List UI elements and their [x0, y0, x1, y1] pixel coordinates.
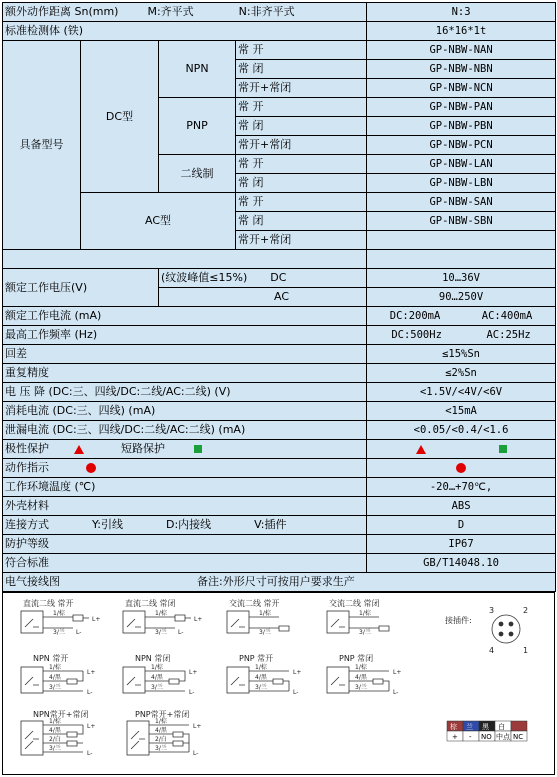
wire-label: 1/棕	[155, 610, 167, 617]
wire-label: 2/白	[49, 736, 61, 743]
wire-label: 4/黑	[355, 674, 367, 681]
legend-signal: NC	[513, 733, 524, 741]
red-led-icon	[456, 463, 466, 473]
row-leakage	[3, 421, 556, 440]
diagram-title: NPN 常闭	[135, 654, 171, 663]
current-ac: AC:400mA	[481, 310, 533, 322]
ac-type-label: AC型	[81, 193, 236, 250]
diagram-title: 交流二线 常闭	[329, 599, 380, 608]
row-consumption	[3, 402, 556, 421]
legend-color: 兰	[466, 723, 473, 731]
square-icon	[499, 445, 507, 453]
red-led-icon	[86, 463, 96, 473]
pin-label: 1	[523, 646, 529, 655]
voltage-ac-label	[159, 288, 367, 307]
pin-label: 3	[489, 606, 495, 615]
voltage-drop-label: 电 压 降 (DC:三、四线/DC:二线/AC:二线) (V)	[3, 383, 367, 402]
legend-signal: -	[469, 733, 472, 741]
housing-label: 外壳材料	[3, 497, 367, 516]
wire-label: 3/兰	[49, 684, 61, 691]
connection-text: 连接方式	[5, 518, 49, 531]
diagram-title: PNP常开+常闭	[135, 710, 190, 719]
connector-title: 接插件:	[445, 616, 472, 625]
row-ip	[3, 535, 556, 554]
ripple-note: (纹波峰值≤15%)	[161, 271, 248, 284]
wire-label: 1/棕	[155, 718, 167, 725]
triangle-icon	[416, 445, 426, 454]
row-current	[3, 307, 556, 326]
row-protection	[3, 440, 556, 459]
diagram-title: 直流二线 常闭	[125, 599, 176, 608]
model-code: GP-NBW-PBN	[367, 117, 556, 136]
diagram-title: NPN 常开	[33, 654, 69, 663]
npn-label: NPN	[159, 41, 236, 98]
wire-label: 3/兰	[359, 629, 371, 636]
legend-signal: NO	[481, 733, 492, 741]
indicator-label	[3, 459, 367, 478]
dc-label: DC	[270, 271, 287, 284]
wire-label: 4/黑	[151, 674, 163, 681]
square-icon	[194, 445, 202, 453]
consumption-value: <15mA	[367, 402, 556, 421]
indicator-text: 动作指示	[5, 461, 49, 474]
current-value	[367, 307, 556, 326]
hysteresis-label: 回差	[3, 345, 367, 364]
protection-label	[3, 440, 367, 459]
wiring-diagram-svg	[3, 593, 554, 774]
wire-label: 3/兰	[259, 629, 271, 636]
ip-label: 防护等级	[3, 535, 367, 554]
mode-normally-closed: 常 闭	[236, 60, 367, 79]
connector-symbol	[492, 615, 520, 643]
model-code: GP-NBW-LAN	[367, 155, 556, 174]
row-voltage-drop	[3, 383, 556, 402]
row-connection	[3, 516, 556, 535]
wire-label: 1/棕	[355, 664, 367, 671]
pnp-label: PNP	[159, 98, 236, 155]
connection-v: V:插件	[254, 518, 287, 531]
frequency-value	[367, 326, 556, 345]
standard-target-value: 16*16*1t	[367, 22, 556, 41]
row-standard-target	[3, 22, 556, 41]
wire-label: L+	[194, 616, 203, 623]
wire-label: L-	[393, 689, 399, 696]
wire-label: L+	[293, 669, 302, 676]
triangle-icon	[74, 445, 84, 454]
legend-color: 棕	[450, 723, 457, 731]
mode-normally-closed: 常 闭	[236, 174, 367, 193]
wire-label: 3/兰	[155, 629, 167, 636]
voltage-ac-value: 90…250V	[367, 288, 556, 307]
model-code: GP-NBW-NCN	[367, 79, 556, 98]
mode-no-nc: 常开+常闭	[236, 231, 367, 250]
connection-y: Y:引线	[92, 518, 123, 531]
flush-mode-text: M:齐平式	[147, 5, 194, 18]
mode-normally-open: 常 开	[236, 155, 367, 174]
wire-label: 3/兰	[151, 684, 163, 691]
current-dc: DC:200mA	[389, 310, 441, 322]
wire-label: L-	[293, 689, 299, 696]
temperature-label: 工作环境温度 (℃)	[3, 478, 367, 497]
wire-label: L-	[189, 689, 195, 696]
protection-value	[367, 440, 556, 459]
wire-label: 2/白	[155, 736, 167, 743]
wire-label: L+	[92, 616, 101, 623]
mode-normally-closed: 常 闭	[236, 117, 367, 136]
model-code	[367, 231, 556, 250]
model-code: GP-NBW-SBN	[367, 212, 556, 231]
wire-label: 1/棕	[259, 610, 271, 617]
legend-color: 黑	[482, 723, 489, 731]
wiring-diagram	[2, 592, 555, 775]
diagram-title: PNP 常闭	[339, 654, 374, 663]
wire-label: L-	[87, 750, 93, 757]
model-row-ac-no	[3, 193, 556, 212]
mode-normally-open: 常 开	[236, 41, 367, 60]
wiring-label	[3, 573, 556, 592]
mode-normally-open: 常 开	[236, 98, 367, 117]
model-code: GP-NBW-SAN	[367, 193, 556, 212]
wire-label: 3/兰	[49, 745, 61, 752]
wire-label: L-	[76, 629, 82, 636]
voltage-dc-label	[159, 269, 367, 288]
standard-target-label: 标准检测体 (铁)	[3, 22, 367, 41]
legend-color: 白	[498, 723, 505, 731]
nonflush-mode-text: N:非齐平式	[238, 5, 295, 18]
wire-label: L-	[178, 629, 184, 636]
model-code: GP-NBW-PCN	[367, 136, 556, 155]
wire-label: L-	[193, 750, 199, 757]
wire-label: 1/棕	[49, 664, 61, 671]
row-temperature	[3, 478, 556, 497]
wire-label: L+	[193, 723, 202, 730]
two-wire-label: 二线制	[159, 155, 236, 193]
legend-signal: +	[452, 733, 458, 741]
wire-label: 4/黑	[49, 674, 61, 681]
voltage-drop-value: <1.5V/<4V/<6V	[367, 383, 556, 402]
wire-label: L-	[87, 689, 93, 696]
frequency-label: 最高工作频率 (Hz)	[3, 326, 367, 345]
row-standard	[3, 554, 556, 573]
models-label: 具备型号	[3, 41, 81, 250]
connection-label	[3, 516, 367, 535]
short-protection-text: 短路保护	[121, 442, 165, 455]
diagram-title: 直流二线 常开	[23, 599, 74, 608]
wire-label: 4/黑	[155, 727, 167, 734]
repeat-label: 重复精度	[3, 364, 367, 383]
wire-label: L+	[87, 669, 96, 676]
sensing-distance-label	[3, 3, 367, 22]
connection-d: D:内接线	[165, 518, 212, 531]
model-code: GP-NBW-PAN	[367, 98, 556, 117]
wire-label: 1/棕	[359, 610, 371, 617]
connection-value: D	[367, 516, 556, 535]
ac2-no-symbol	[227, 611, 289, 633]
current-label: 额定工作电流 (mA)	[3, 307, 367, 326]
model-code: GP-NBW-NBN	[367, 60, 556, 79]
mode-no-nc: 常开+常闭	[236, 136, 367, 155]
row-indicator	[3, 459, 556, 478]
wiring-note: 备注:外形尺寸可按用户要求生产	[197, 575, 355, 588]
voltage-label: 额定工作电压(V)	[3, 269, 159, 307]
wire-label: 1/棕	[53, 610, 65, 617]
repeat-value: ≤2%Sn	[367, 364, 556, 383]
sensing-distance-value: N:3	[367, 3, 556, 22]
ac2-nc-symbol	[327, 611, 389, 633]
spec-table	[2, 2, 556, 592]
row-frequency	[3, 326, 556, 345]
row-housing	[3, 497, 556, 516]
wire-label: 1/棕	[151, 664, 163, 671]
consumption-label: 消耗电流 (DC:三、四线) (mA)	[3, 402, 367, 421]
wire-label: 3/兰	[355, 684, 367, 691]
housing-value: ABS	[367, 497, 556, 516]
model-row-npn-no	[3, 41, 556, 60]
legend-mid: 中点	[496, 733, 510, 741]
voltage-dc-value: 10…36V	[367, 269, 556, 288]
mode-no-nc: 常开+常闭	[236, 79, 367, 98]
dc-type-label: DC型	[81, 41, 159, 193]
wire-label: L+	[87, 723, 96, 730]
frequency-ac: AC:25Hz	[486, 329, 531, 341]
leakage-label: 泄漏电流 (DC:三、四线/DC:二线/AC:二线) (mA)	[3, 421, 367, 440]
wire-label: L+	[189, 669, 198, 676]
temperature-value: -20…+70℃,	[367, 478, 556, 497]
model-code: GP-NBW-LBN	[367, 174, 556, 193]
hysteresis-value: ≤15%Sn	[367, 345, 556, 364]
wire-label: 4/黑	[255, 674, 267, 681]
standard-label: 符合标准	[3, 554, 367, 573]
ip-value: IP67	[367, 535, 556, 554]
wire-label: 3/兰	[255, 684, 267, 691]
indicator-value	[367, 459, 556, 478]
wire-label: 3/兰	[155, 745, 167, 752]
sensing-distance-text: 额外动作距离 Sn(mm)	[5, 5, 119, 18]
row-repeat	[3, 364, 556, 383]
leakage-value: <0.05/<0.4/<1.6	[367, 421, 556, 440]
row-voltage-dc	[3, 269, 556, 288]
standard-value: GB/T14048.10	[367, 554, 556, 573]
diagram-title: PNP 常开	[239, 654, 274, 663]
wire-label: 4/黑	[49, 727, 61, 734]
polarity-protection-text: 极性保护	[5, 442, 49, 455]
pin-label: 4	[489, 646, 495, 655]
diagram-title: 交流二线 常开	[229, 599, 280, 608]
row-sensing-distance	[3, 3, 556, 22]
spacer-cell	[3, 250, 367, 269]
pin-label: 2	[523, 606, 529, 615]
spacer-cell	[367, 250, 556, 269]
wiring-text: 电气接线图	[5, 575, 60, 588]
spacer-row	[3, 250, 556, 269]
wire-label: L+	[393, 669, 402, 676]
wire-label: 1/棕	[49, 718, 61, 725]
row-hysteresis	[3, 345, 556, 364]
mode-normally-open: 常 开	[236, 193, 367, 212]
row-wiring	[3, 573, 556, 592]
model-code: GP-NBW-NAN	[367, 41, 556, 60]
wire-label: 1/棕	[255, 664, 267, 671]
wire-label: 3/兰	[53, 629, 65, 636]
mode-normally-closed: 常 闭	[236, 212, 367, 231]
frequency-dc: DC:500Hz	[391, 329, 442, 341]
diagram-title: NPN常开+常闭	[33, 710, 89, 719]
ac-label: AC	[274, 290, 290, 303]
